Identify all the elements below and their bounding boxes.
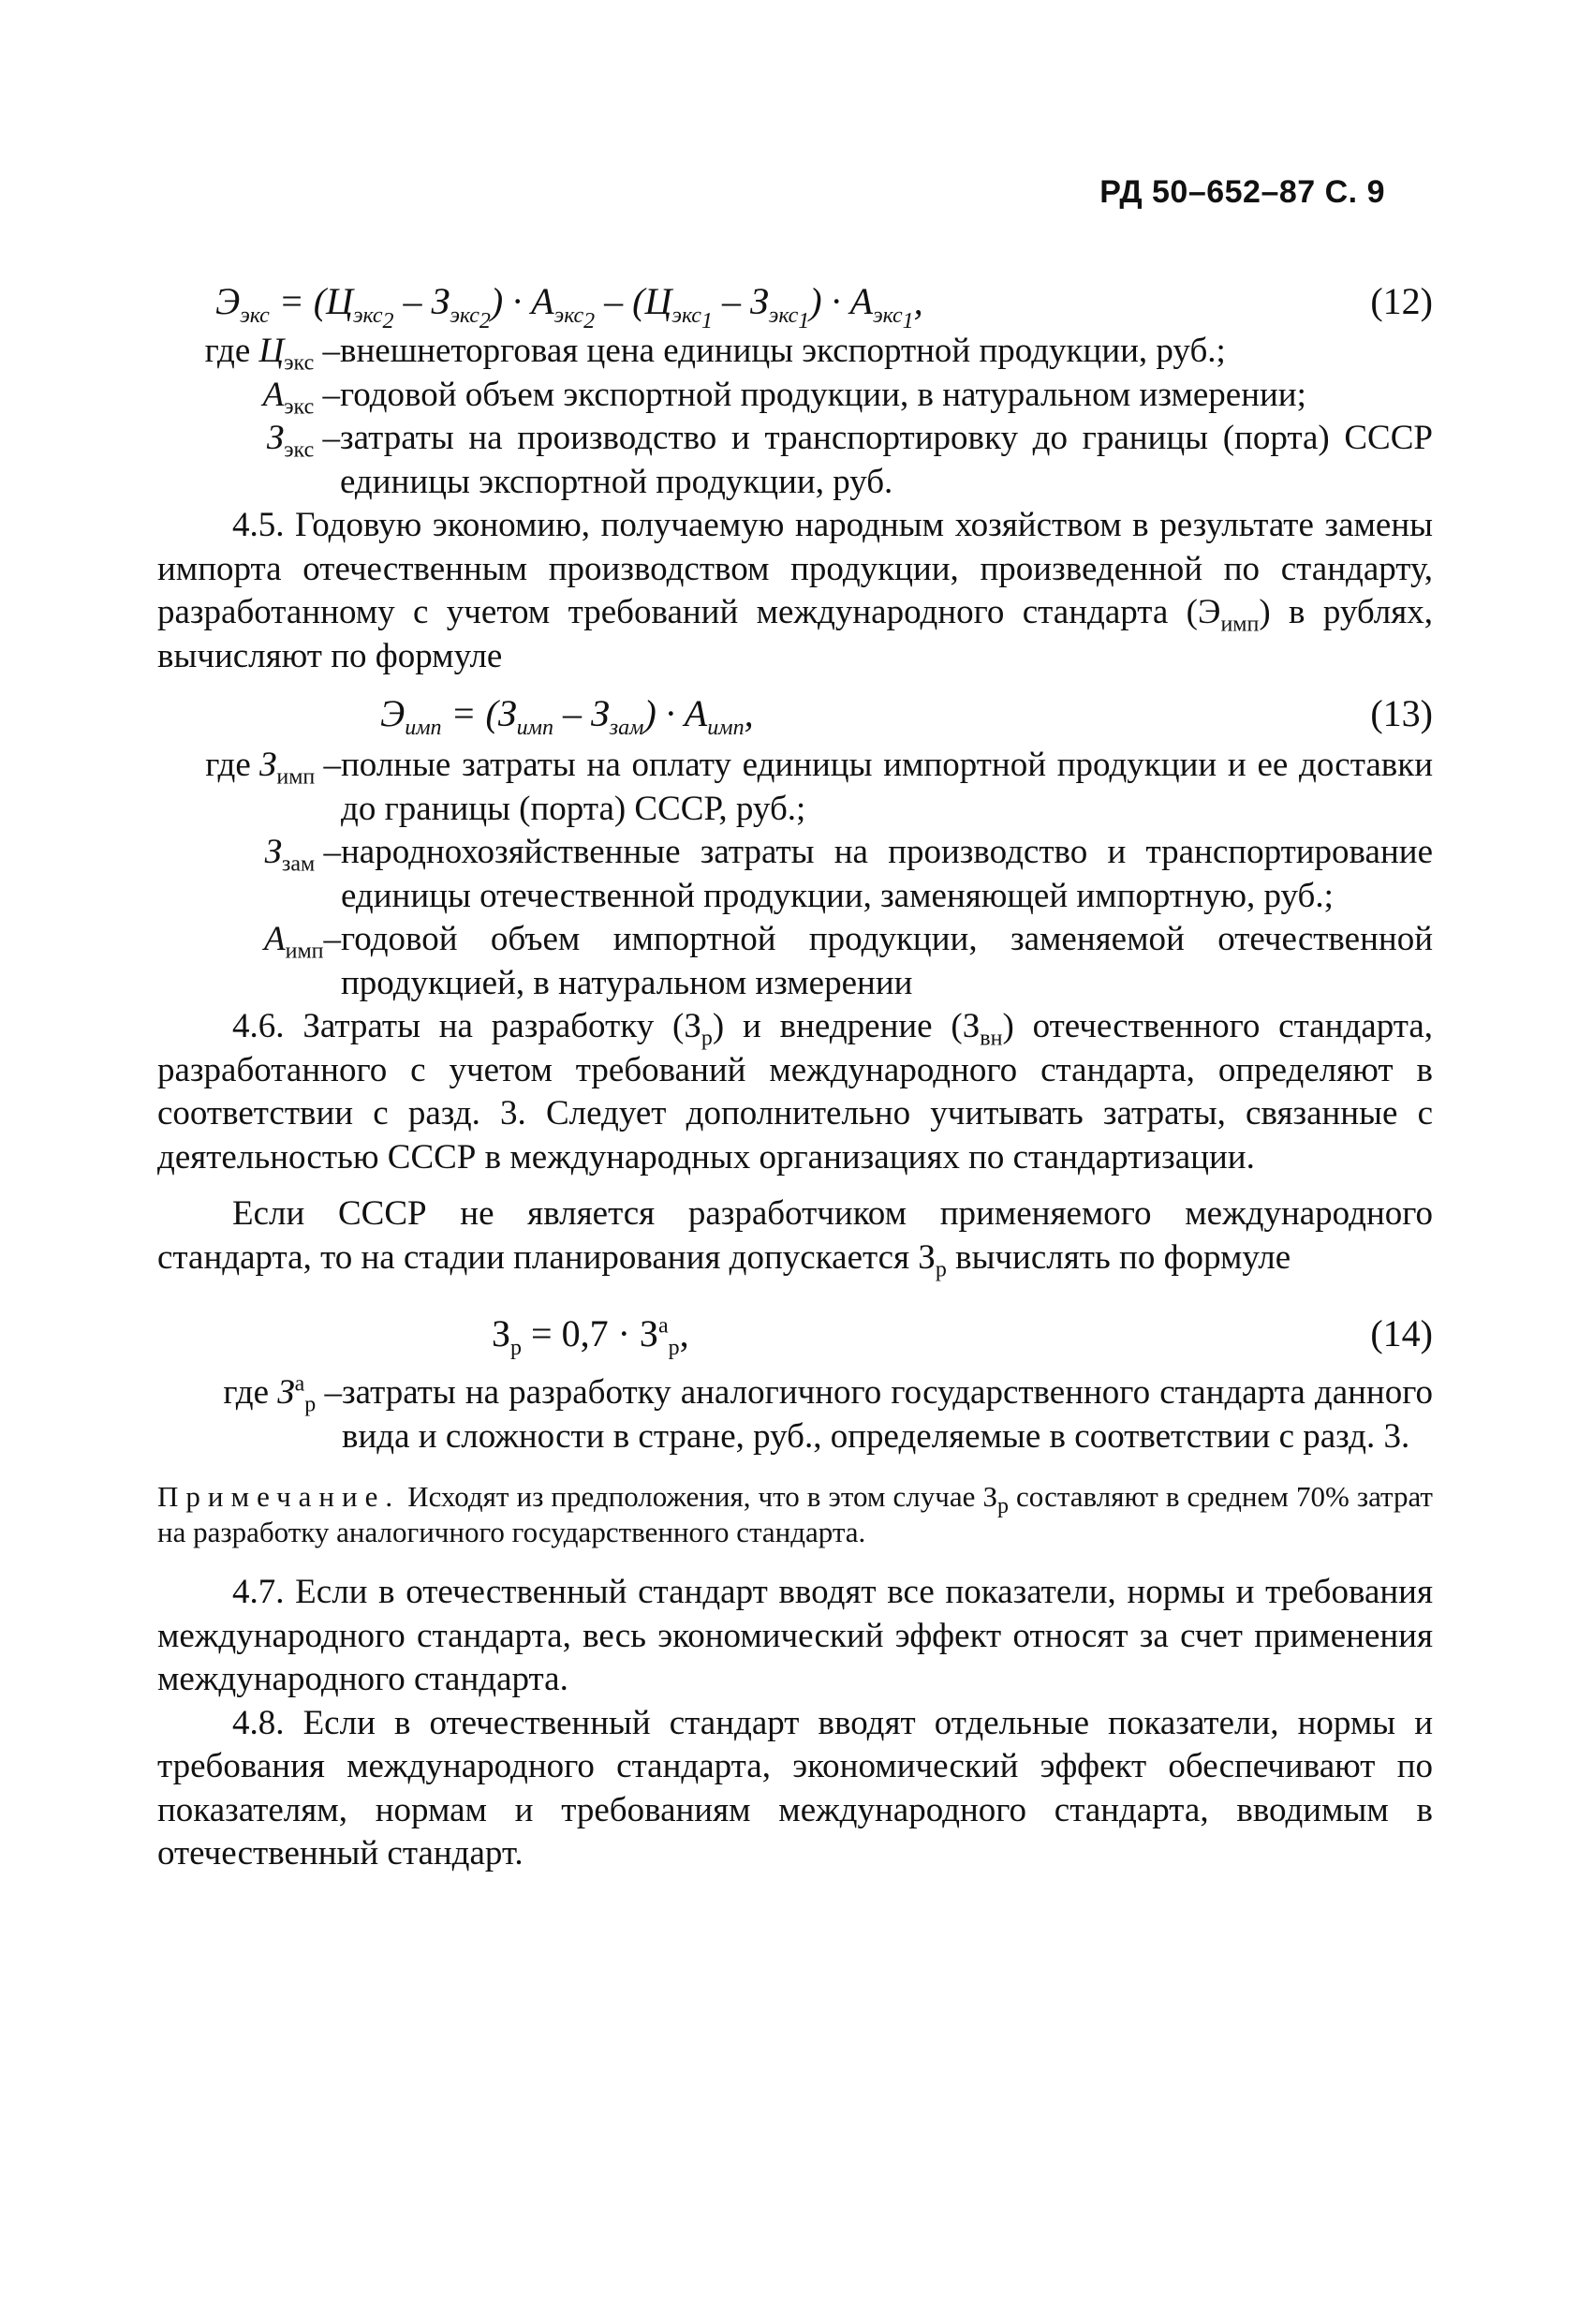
definition-row — [157, 374, 1433, 418]
definition-term: $З_{зам}$ – — [264, 833, 341, 877]
note — [157, 1479, 1433, 1550]
definition-term: где $З_{имп}$ – — [205, 746, 341, 790]
formula-14 — [157, 1306, 1433, 1362]
definition-text: внешнеторговая цена единицы экспортной продукции, руб.; — [340, 332, 1226, 370]
definition-text: годовой объем импортной продукции, заменяемой отечественной продукцией, в натуральном измерении — [341, 920, 1433, 1002]
definition-row — [157, 918, 1433, 1005]
paragraph-4-6: 4.6. Затраты на разработку $(З_р)$ и внедрение $(З_{вн})$ отечественного стандарта, разработанного с учетом требований международного стандарта, определяют в соответствии с разд. 3. Следует дополнительно учитывать затраты, связанные с деятельностью СССР в международных организациях по стандартизации. — [157, 1007, 1433, 1177]
body-text — [157, 274, 1433, 1876]
definition-row — [157, 744, 1433, 831]
paragraph-4-7: 4.7. Если в отечественный стандарт вводят все показатели, нормы и требования международного стандарта, весь экономический эффект относят за счет применения международного стандарта. — [157, 1573, 1433, 1698]
formula-14-expression: $З_р = 0,7 \cdot З^а_р$, — [492, 1312, 689, 1360]
formula-13-number: (13) — [1370, 692, 1433, 734]
definitions-14 — [157, 1371, 1433, 1458]
definition-row — [157, 1371, 1433, 1458]
paragraph-4-5: 4.5. Годовую экономию, получаемую народным хозяйством в результате замены импорта отечественным производством продукции, произведенной по стандарту, разработанному с учетом требований международного стандарта $(Э_{имп})$ в рублях, вычисляют по формуле — [157, 506, 1433, 675]
definition-text: народнохозяйственные затраты на производство и транспортирование единицы отечественной продукции, заменяющей импортную, руб.; — [341, 833, 1433, 915]
formula-12-expression: $Э_{экс} = (Ц_{экс_2} - З_{экс_2}) \cdot А_{экс_2} - (Ц_{экс_1} - З_{экс_1}) \cdot А_{экс_1}$, — [215, 280, 923, 333]
paragraph-4-8: 4.8. Если в отечественный стандарт вводят отдельные показатели, нормы и требования международного стандарта, экономический эффект обеспечивают по показателям, нормам и требованиям международного стандарта, вводимым в отечественный стандарт. — [157, 1703, 1433, 1873]
definition-text: затраты на производство и транспортировку до границы (порта) СССР единицы экспортной продукции, руб. — [340, 419, 1433, 501]
formula-13-expression: $Э_{имп} = (З_{имп} - З_{зам}) \cdot А_{имп}$, — [380, 692, 754, 740]
paragraph-4-6-b: Если СССР не является разработчиком применяемого международного стандарта, то на стадии планирования допускается $З_р$ вычислять по формуле — [157, 1194, 1433, 1281]
formula-12 — [157, 274, 1433, 333]
definition-term: где $Ц_{экс}$ – — [204, 332, 340, 376]
formula-13 — [157, 686, 1433, 742]
page-header: РД 50–652–87 С. 9 — [1099, 174, 1385, 210]
definitions-12 — [157, 330, 1433, 504]
definition-term: $А_{экс}$ – — [262, 375, 340, 419]
definition-term: $А_{имп}-$ — [264, 920, 341, 964]
definition-text: затраты на разработку аналогичного государственного стандарта данного вида и сложности в стране, руб., определяемые в соответствии с разд. 3. — [342, 1373, 1433, 1456]
definition-term: где $З^а_р$ – — [223, 1371, 342, 1417]
formula-14-number: (14) — [1370, 1312, 1433, 1354]
formula-12-number: (12) — [1370, 280, 1433, 322]
note-text: Исходят из предположения, что в этом случае $З_р$ составляют в среднем 70% затрат на разработку аналогичного государственного стандарта. — [157, 1480, 1433, 1548]
note-label: Примечание. — [157, 1480, 401, 1513]
definition-text: полные затраты на оплату единицы импортной продукции и ее доставки до границы (порта) СССР, руб.; — [341, 746, 1433, 828]
definition-text: годовой объем экспортной продукции, в натуральном измерении; — [340, 375, 1306, 414]
definition-row — [157, 417, 1433, 504]
definition-row — [157, 330, 1433, 374]
definitions-13 — [157, 744, 1433, 1005]
definition-term: $З_{экс}$ – — [266, 419, 340, 463]
definition-row — [157, 831, 1433, 918]
